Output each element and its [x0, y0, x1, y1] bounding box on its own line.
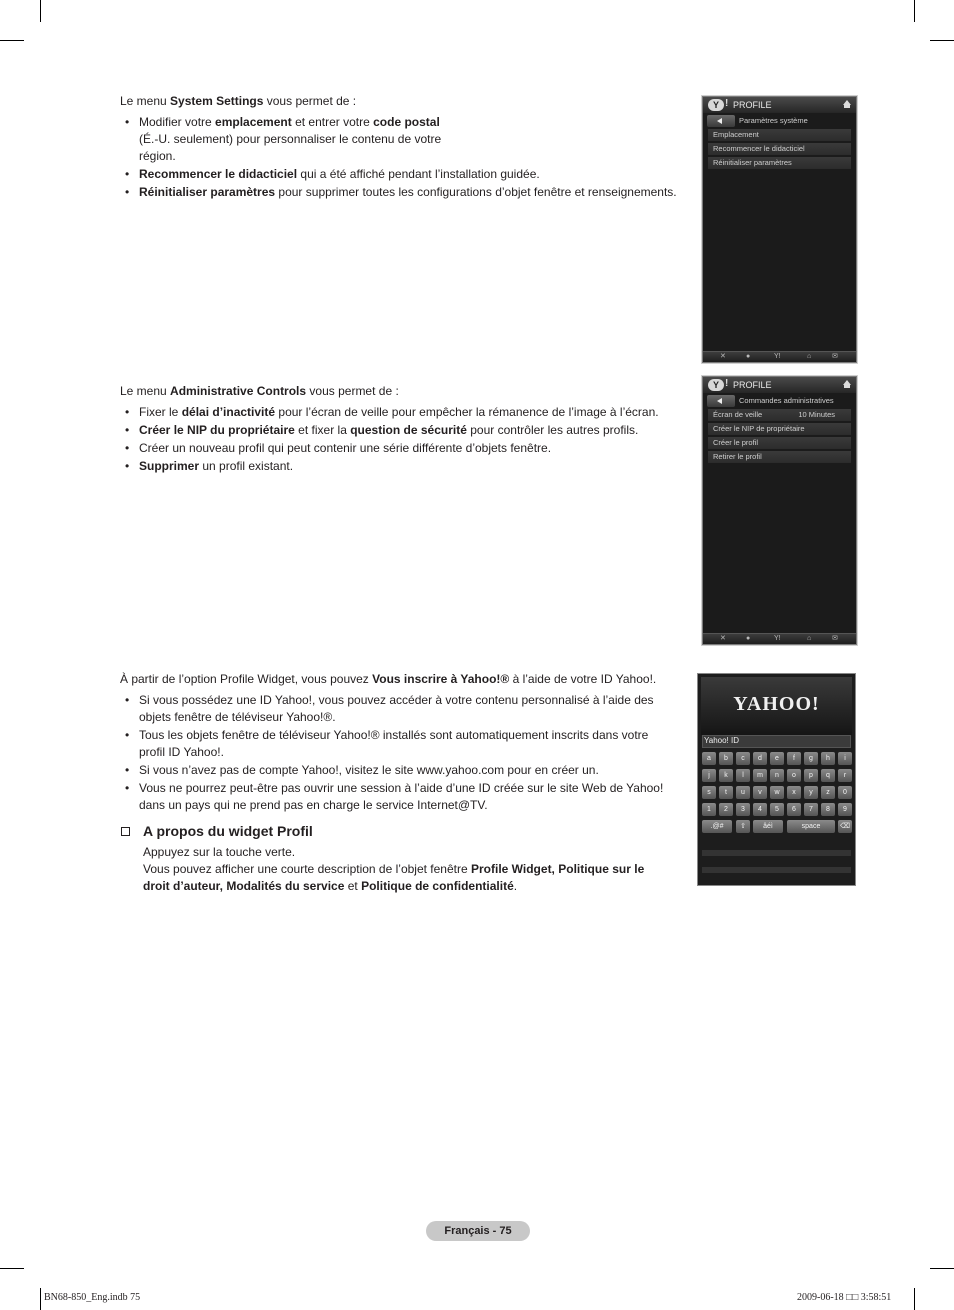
list-item: • Créer un nouveau profil qui peut contenir une série différente d’objets fenêtre.: [120, 440, 700, 457]
screensaver-value: 10 Minutes: [798, 410, 835, 419]
close-icon[interactable]: ✕: [720, 635, 726, 642]
breadcrumb: Commandes administratives: [739, 396, 834, 405]
about-body: [143, 844, 703, 895]
key[interactable]: 4: [753, 803, 767, 816]
breadcrumb: Paramètres système: [739, 116, 808, 125]
list-item: • Tous les objets fenêtre de téléviseur Yahoo!® installés sont automatiquement inscrits dans votre profil ID Yahoo!.: [120, 727, 690, 761]
screen-bottom-bar: [703, 351, 856, 362]
key[interactable]: a: [702, 752, 716, 765]
back-button[interactable]: [707, 395, 735, 407]
key[interactable]: q: [821, 769, 835, 782]
key[interactable]: 0: [838, 786, 852, 799]
menu-item-reset[interactable]: Réinitialiser paramètres: [708, 157, 851, 169]
admin-controls-screen: [702, 376, 857, 645]
key[interactable]: o: [787, 769, 801, 782]
key[interactable]: h: [821, 752, 835, 765]
crop-mark: [0, 1268, 24, 1269]
key[interactable]: x: [787, 786, 801, 799]
list-item: • Si vous possédez une ID Yahoo!, vous pouvez accéder à votre contenu personnalisé à l’aide des objets fenêtre de téléviseur Yahoo!®.: [120, 692, 690, 726]
key[interactable]: v: [753, 786, 767, 799]
mail-icon[interactable]: ✉: [832, 353, 838, 360]
bullet-list: [120, 114, 700, 201]
key[interactable]: n: [770, 769, 784, 782]
shift-key[interactable]: ⇧: [736, 820, 750, 833]
home-outline-icon[interactable]: ⌂: [807, 635, 812, 642]
close-icon[interactable]: ✕: [720, 353, 726, 360]
section-heading: A propos du widget Profil: [143, 823, 313, 839]
yahoo-icon[interactable]: Y!: [774, 635, 781, 642]
symbols-key[interactable]: .@#: [702, 820, 732, 833]
home-icon[interactable]: [843, 380, 851, 385]
input-strip: [702, 867, 851, 873]
key[interactable]: 6: [787, 803, 801, 816]
list-item: • Réinitialiser paramètres pour supprimer toutes les configurations d’objet fenêtre et renseignements.: [120, 184, 700, 201]
key[interactable]: i: [838, 752, 852, 765]
key[interactable]: f: [787, 752, 801, 765]
print-slug-left: BN68-850_Eng.indb 75: [44, 1292, 141, 1303]
back-button[interactable]: [707, 115, 735, 127]
crop-mark: [914, 1288, 915, 1310]
menu-item-create-profile[interactable]: Créer le profil: [708, 437, 851, 449]
key[interactable]: t: [719, 786, 733, 799]
screen-title: PROFILE: [733, 100, 772, 110]
settings-icon[interactable]: ●: [746, 353, 751, 360]
crop-mark: [0, 40, 24, 41]
key[interactable]: z: [821, 786, 835, 799]
menu-item-emplacement[interactable]: Emplacement: [708, 129, 851, 141]
home-outline-icon[interactable]: ⌂: [807, 353, 812, 360]
screen-header: [703, 97, 856, 113]
yahoo-y-icon: Y: [708, 99, 724, 111]
system-settings-screen: [702, 96, 857, 363]
menu-item-screensaver[interactable]: Écran de veille 10 Minutes: [708, 409, 851, 421]
key[interactable]: y: [804, 786, 818, 799]
yahoo-y-icon: Y: [708, 379, 724, 391]
crop-mark: [930, 1268, 954, 1269]
crop-mark: [40, 1288, 41, 1310]
key[interactable]: 2: [719, 803, 733, 816]
list-item: • Recommencer le didacticiel qui a été affiché pendant l’installation guidée.: [120, 166, 700, 183]
yahoo-icon[interactable]: Y!: [774, 353, 781, 360]
system-settings-section: [120, 93, 700, 202]
key[interactable]: e: [770, 752, 784, 765]
settings-icon[interactable]: ●: [746, 635, 751, 642]
section-intro: Le menu Administrative Controls vous permet de :: [120, 384, 399, 398]
key[interactable]: p: [804, 769, 818, 782]
key[interactable]: l: [736, 769, 750, 782]
crop-mark: [914, 0, 915, 22]
admin-controls-section: [120, 383, 700, 476]
exclamation-icon: !: [725, 378, 729, 389]
list-item: • Créer le NIP du propriétaire et fixer la question de sécurité pour contrôler les autres profils.: [120, 422, 700, 439]
section-intro: Le menu System Settings vous permet de :: [120, 94, 357, 108]
list-item: • Vous ne pourrez peut-être pas ouvrir une session à l’aide d’une ID créée sur le site Web de Yahoo! dans un pays qui ne prend pas en charge le service Internet@TV.: [120, 780, 690, 814]
key[interactable]: 7: [804, 803, 818, 816]
key[interactable]: j: [702, 769, 716, 782]
yahoo-login-screen: [697, 673, 856, 886]
bullet-list: [120, 692, 690, 814]
key[interactable]: 9: [838, 803, 852, 816]
menu-item-tutorial[interactable]: Recommencer le didacticiel: [708, 143, 851, 155]
backspace-icon[interactable]: ⌫: [838, 820, 852, 833]
menu-item-remove-profile[interactable]: Retirer le profil: [708, 451, 851, 463]
section-intro: À partir de l’option Profile Widget, vous pouvez Vous inscrire à Yahoo!® à l’aide de votre ID Yahoo!.: [120, 672, 657, 686]
space-key[interactable]: space: [787, 820, 835, 833]
key[interactable]: 1: [702, 803, 716, 816]
list-item: • Modifier votre emplacement et entrer votre code postal (É.-U. seulement) pour personnaliser le contenu de votre région.: [120, 114, 700, 165]
key[interactable]: d: [753, 752, 767, 765]
key[interactable]: b: [719, 752, 733, 765]
crop-mark: [930, 40, 954, 41]
key[interactable]: w: [770, 786, 784, 799]
menu-item-owner-pin[interactable]: Créer le NIP de propriétaire: [708, 423, 851, 435]
key[interactable]: 8: [821, 803, 835, 816]
accents-key[interactable]: âéì: [753, 820, 783, 833]
screen-header: [703, 377, 856, 393]
key[interactable]: c: [736, 752, 750, 765]
exclamation-icon: !: [725, 98, 729, 109]
about-line: Appuyez sur la touche verte.: [143, 845, 296, 859]
about-line: Vous pouvez afficher une courte description de l’objet fenêtre Profile Widget, Politique sur le: [143, 862, 645, 876]
key[interactable]: s: [702, 786, 716, 799]
key[interactable]: r: [838, 769, 852, 782]
print-slug-right: 2009-06-18 □□ 3:58:51: [797, 1292, 892, 1303]
list-item: • Fixer le délai d’inactivité pour l’écran de veille pour empêcher la rémanence de l’image à l’écran.: [120, 404, 700, 421]
screen-bottom-bar: [703, 633, 856, 644]
mail-icon[interactable]: ✉: [832, 635, 838, 642]
about-line: droit d’auteur, Modalités du service et Politique de confidentialité.: [143, 879, 518, 893]
input-strip: [702, 850, 851, 856]
bullet-list: [120, 404, 700, 475]
screen-title: PROFILE: [733, 380, 772, 390]
key[interactable]: u: [736, 786, 750, 799]
page-number: Français - 75: [426, 1221, 530, 1241]
list-item: • Supprimer un profil existant.: [120, 458, 700, 475]
key[interactable]: m: [753, 769, 767, 782]
home-icon[interactable]: [843, 100, 851, 105]
key[interactable]: g: [804, 752, 818, 765]
checkbox-icon: [121, 827, 130, 836]
key[interactable]: 3: [736, 803, 750, 816]
yahoo-banner: [701, 677, 852, 735]
key[interactable]: k: [719, 769, 733, 782]
yahoo-id-label: Yahoo! ID: [704, 736, 739, 745]
key[interactable]: 5: [770, 803, 784, 816]
list-item: • Si vous n’avez pas de compte Yahoo!, visitez le site www.yahoo.com pour en créer un.: [120, 762, 690, 779]
yahoo-signin-section: [120, 671, 690, 815]
crop-mark: [40, 0, 41, 22]
yahoo-logo: YAHOO!: [733, 693, 820, 715]
